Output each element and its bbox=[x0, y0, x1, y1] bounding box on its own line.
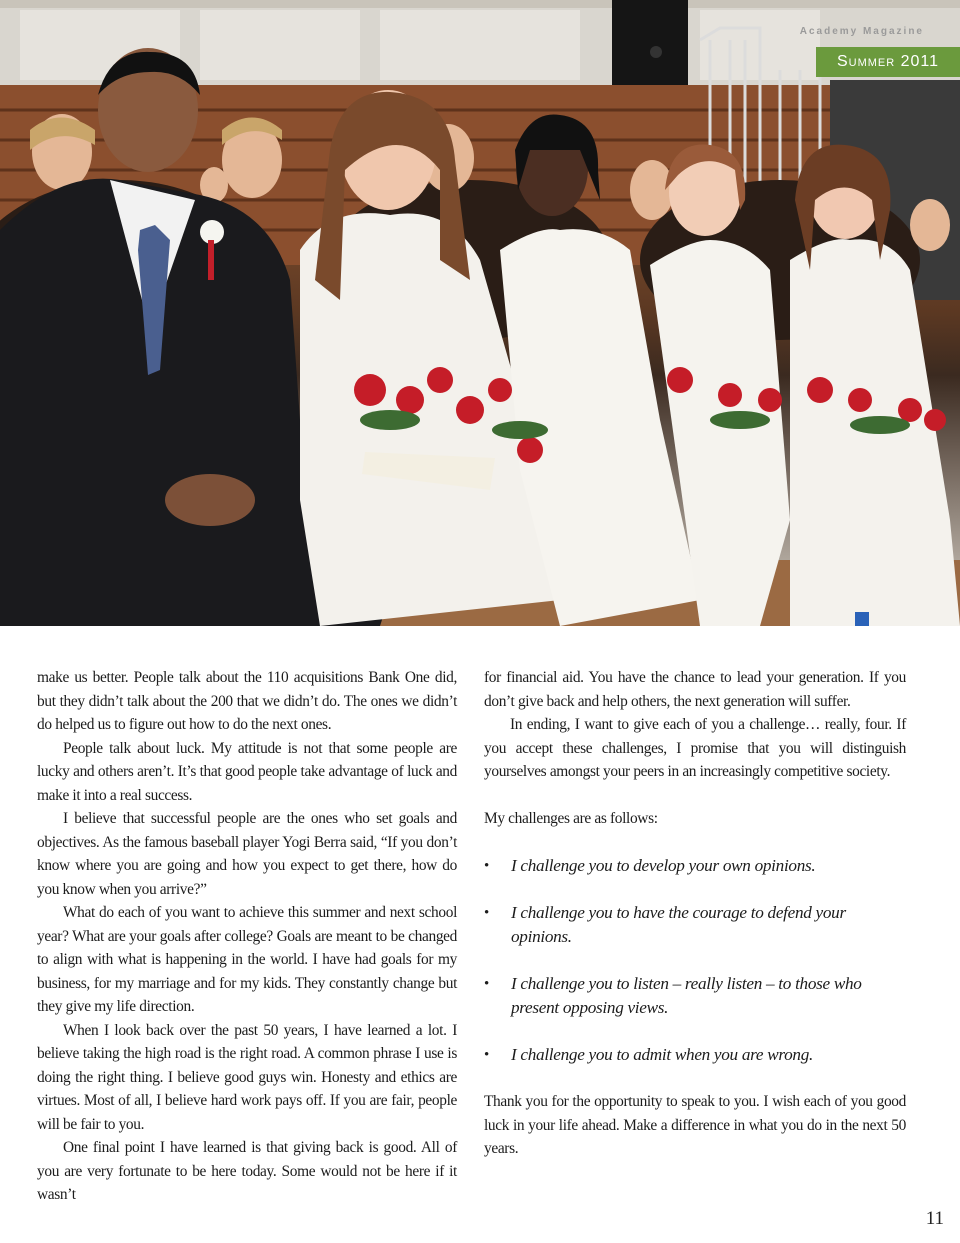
paragraph: I believe that successful people are the ones who set goals and objectives. As the famous baseball player Yogi Berra said, “If you don’t know where you are going and how you expect to get there, how do you know when you arrive?” bbox=[37, 810, 457, 898]
list-item: • I challenge you to listen – really listen – to those who present opposing views. bbox=[484, 974, 862, 1017]
paragraph: for financial aid. You have the chance to lead your generation. If you don’t give back and help others, the next generation will suffer. bbox=[484, 669, 906, 710]
issue-banner: Summer 2011 bbox=[816, 47, 960, 77]
list-item: • I challenge you to admit when you are wrong. bbox=[484, 1043, 906, 1067]
list-item: • I challenge you to develop your own opinions. bbox=[484, 854, 906, 878]
bullet-icon: • bbox=[484, 1047, 489, 1063]
paragraph: One final point I have learned is that giving back is good. All of you are very fortunate to be here today. Some would not be here if it wasn’t bbox=[37, 1139, 457, 1203]
paragraph: In ending, I want to give each of you a challenge… really, four. If you accept these challenges, I promise that you will distinguish yourselves amongst your peers in an increasingly competitive society. bbox=[484, 716, 906, 780]
challenges-heading: My challenges are as follows: bbox=[484, 810, 658, 827]
challenges-list bbox=[484, 854, 906, 1067]
bullet-icon: • bbox=[484, 858, 489, 874]
magazine-name: Academy Magazine bbox=[799, 26, 924, 37]
paragraph: People talk about luck. My attitude is not that some people are lucky and others aren’t. It’s that good people take advantage of luck and make it into a real success. bbox=[37, 739, 457, 804]
list-item: • I challenge you to have the courage to defend your opinions. bbox=[484, 903, 846, 946]
paragraph: make us better. People talk about the 110 acquisitions Bank One did, but they didn’t talk about the 200 that we didn’t do. The ones we didn’t do helped us to figure out how to do the next ones. bbox=[37, 669, 457, 733]
bullet-icon: • bbox=[484, 976, 489, 992]
paragraph: When I look back over the past 50 years, I have learned a lot. I believe taking the high road is the right road. A common phrase I use is doing the right thing. I believe good guys win. Honesty and ethics are virtues. Most of all, I believe hard work pays off. If you are fair, people will be fair to you. bbox=[37, 1021, 457, 1133]
paragraph: What do each of you want to achieve this summer and next school year? What are your goals after college? Goals are meant to be changed to align with what is happening in the world. I have had goals for my business, for my marriage and for my kids. They constantly change but they give my life direction. bbox=[37, 904, 457, 1015]
left-column bbox=[37, 666, 457, 1207]
closing-paragraph: Thank you for the opportunity to speak to you. I wish each of you good luck in your life ahead. Make a difference in what you do in the next 50 years. bbox=[484, 1093, 906, 1157]
right-column bbox=[484, 666, 906, 1161]
page-number: 11 bbox=[925, 1208, 944, 1229]
bullet-icon: • bbox=[484, 905, 489, 921]
